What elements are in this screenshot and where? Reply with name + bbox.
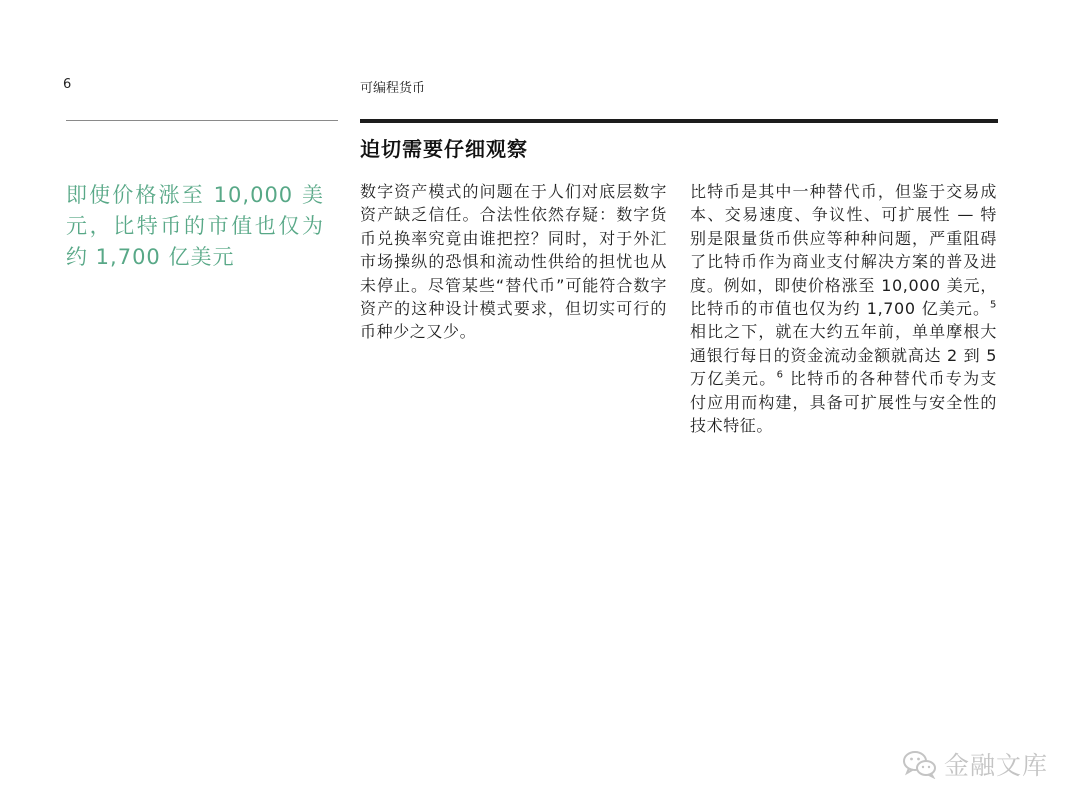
wechat-icon: [902, 749, 938, 779]
section-heading: 迫切需要仔细观察: [360, 137, 528, 161]
column-2-text-part-1: 比特币是其中一种替代币，但鉴于交易成本、交易速度、争议性、可扩展性 — 特别是限量货币供应等种种问题，严重阻碍了比特币作为商业支付解决方案的普及进度。例如，即使价格涨至 10,000 美元，比特币的市值也仅为约 1,700 亿美元。: [690, 182, 997, 319]
page-number: 6: [63, 77, 72, 92]
body-column-2: [690, 180, 997, 437]
watermark-text: 金融文库: [943, 751, 1048, 780]
footnote-ref-6[interactable]: 6: [776, 369, 784, 381]
watermark: [902, 746, 1048, 782]
pull-quote: 即使价格涨至 10,000 美元，比特币的市值也仅为约 1,700 亿美元: [66, 183, 324, 269]
body-column-1: 数字资产模式的问题在于人们对底层数字资产缺乏信任。合法性依然存疑：数字货币兑换率究竟由谁把控？同时，对于外汇市场操纵的恐惧和流动性供给的担忧也从未停止。尽管某些“替代币”可能符合数字资产的这种设计模式要求，但切实可行的币种少之又少。: [360, 182, 667, 342]
heading-rule: [360, 119, 998, 123]
column-2-text-part-2: 相比之下，就在大约五年前，单单摩根大通银行每日的资金流动金额就高达 2 到 5 万亿美元。: [690, 322, 997, 389]
column-2-text-part-3: 比特币的各种替代币专为支付应用而构建，具备可扩展性与安全性的技术特征。: [690, 369, 997, 436]
footnote-ref-5[interactable]: 5: [990, 299, 997, 311]
left-divider: [66, 120, 338, 121]
running-header: 可编程货币: [360, 81, 426, 96]
